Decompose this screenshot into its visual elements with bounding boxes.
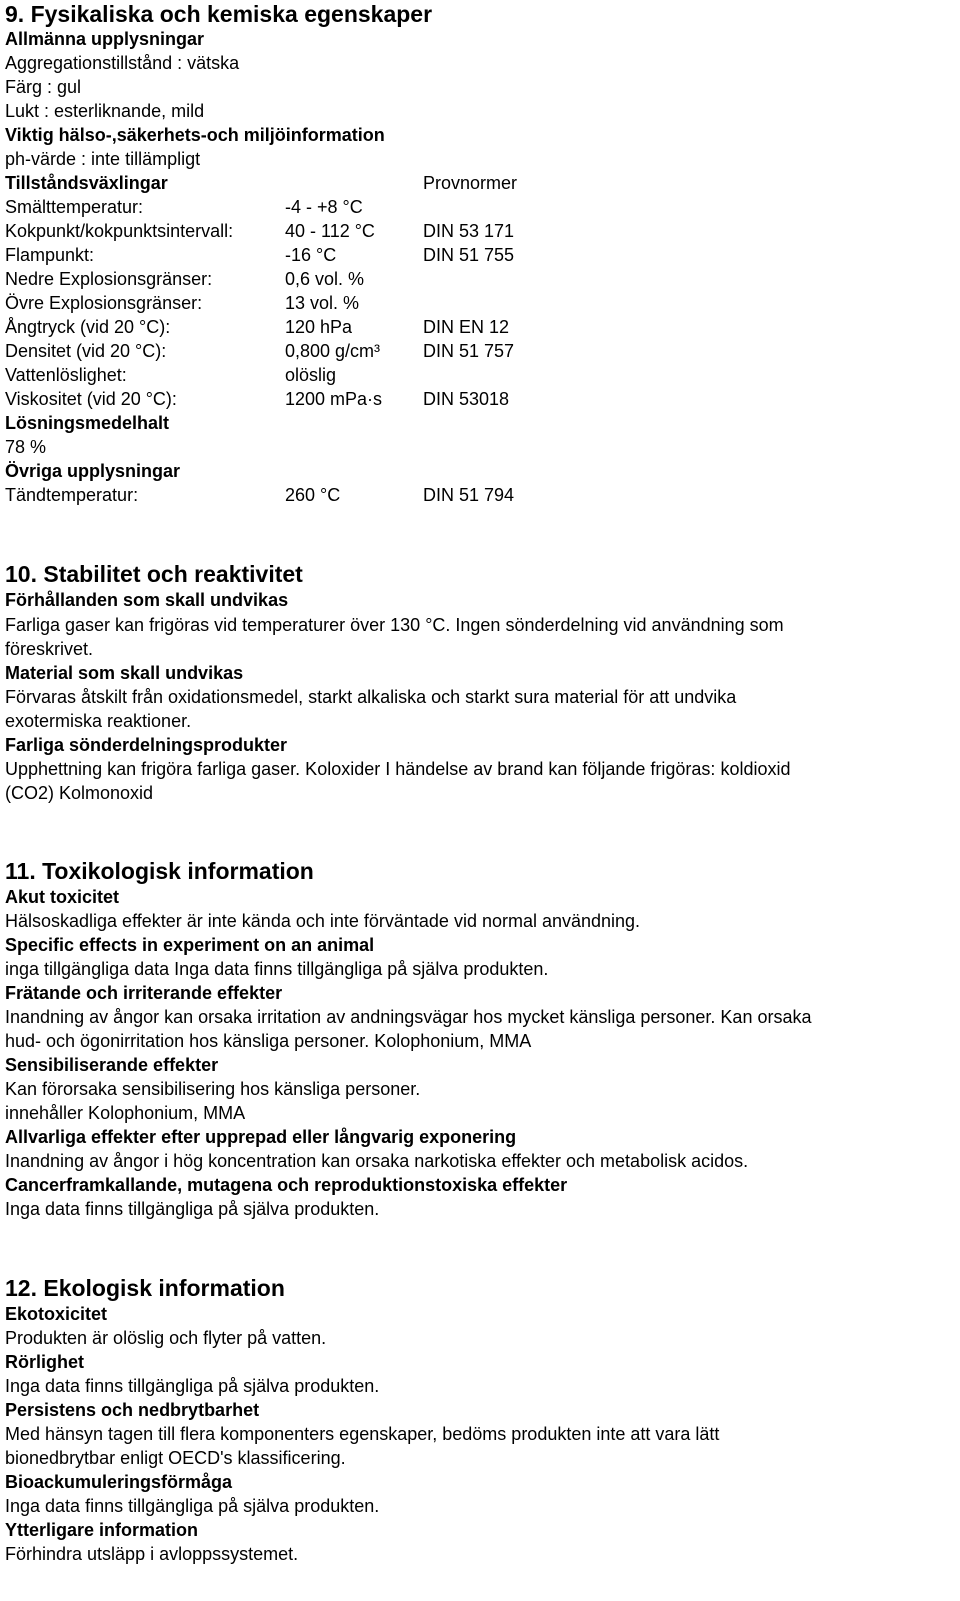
ph-text: ph-värde : inte tillämpligt bbox=[5, 149, 201, 169]
property-row bbox=[5, 196, 945, 218]
serious-effects-text: Inandning av ångor i hög koncentration kan orsaka narkotiska effekter och metabolisk acidos. bbox=[5, 1151, 749, 1171]
persistence-text-line1: Med hänsyn tagen till flera komponenters egenskaper, bedöms produkten inte att vara lätt bbox=[5, 1424, 720, 1444]
property-value: olöslig bbox=[285, 365, 337, 385]
property-value: 120 hPa bbox=[285, 317, 353, 337]
property-row bbox=[5, 364, 945, 386]
property-value: -16 °C bbox=[285, 245, 337, 265]
specific-text: inga tillgängliga data Inga data finns tillgängliga på själva produkten. bbox=[5, 959, 549, 979]
property-value: 0,800 g/cm³ bbox=[285, 341, 381, 361]
property-row bbox=[5, 244, 945, 266]
property-label: Smälttemperatur: bbox=[5, 197, 144, 217]
acute-text: Hälsoskadliga effekter är inte kända och inte förväntade vid normal användning. bbox=[5, 911, 641, 931]
property-label: Vattenlöslighet: bbox=[5, 365, 127, 385]
property-row bbox=[5, 292, 945, 314]
general-heading: Allmänna upplysningar bbox=[5, 29, 205, 49]
property-label: Densitet (vid 20 °C): bbox=[5, 341, 167, 361]
section-12-title: 12. Ekologisk information bbox=[5, 1275, 285, 1301]
property-value: -4 - +8 °C bbox=[285, 197, 363, 217]
serious-effects-heading: Allvarliga effekter efter upprepad eller långvarig exponering bbox=[5, 1127, 517, 1147]
further-info-heading: Ytterligare information bbox=[5, 1520, 199, 1540]
property-label: Kokpunkt/kokpunktsintervall: bbox=[5, 221, 234, 241]
ignition-value: 260 °C bbox=[285, 485, 341, 505]
property-norm: DIN 53018 bbox=[423, 389, 510, 409]
conditions-text-line2: föreskrivet. bbox=[5, 639, 94, 659]
further-info-text: Förhindra utsläpp i avloppssystemet. bbox=[5, 1544, 299, 1564]
conditions-text-line1: Farliga gaser kan frigöras vid temperaturer över 130 °C. Ingen sönderdelning vid användning som bbox=[5, 615, 784, 635]
property-value: 1200 mPa·s bbox=[285, 389, 383, 409]
property-value: 40 - 112 °C bbox=[285, 221, 375, 241]
property-label: Nedre Explosionsgränser: bbox=[5, 269, 213, 289]
state-changes-heading: Tillståndsväxlingar bbox=[5, 173, 168, 193]
property-value: 13 vol. % bbox=[285, 293, 360, 313]
property-label: Flampunkt: bbox=[5, 245, 95, 265]
decomposition-text-line1: Upphettning kan frigöra farliga gaser. Koloxider I händelse av brand kan följande frigöras: koldioxid bbox=[5, 759, 791, 779]
solvent-value: 78 % bbox=[5, 437, 47, 457]
property-norm: DIN 53 171 bbox=[423, 221, 515, 241]
ignition-norm: DIN 51 794 bbox=[423, 485, 515, 505]
health-heading: Viktig hälso-,säkerhets-och miljöinformation bbox=[5, 125, 385, 145]
property-label: Övre Explosionsgränser: bbox=[5, 293, 203, 313]
property-label: Ångtryck (vid 20 °C): bbox=[5, 317, 171, 337]
sensitizing-heading: Sensibiliserande effekter bbox=[5, 1055, 219, 1075]
property-label: Viskositet (vid 20 °C): bbox=[5, 389, 177, 409]
bioaccumulation-text: Inga data finns tillgängliga på själva produkten. bbox=[5, 1496, 380, 1516]
cmr-heading: Cancerframkallande, mutagena och reproduktionstoxiska effekter bbox=[5, 1175, 568, 1195]
other-heading: Övriga upplysningar bbox=[5, 461, 181, 481]
conditions-heading: Förhållanden som skall undvikas bbox=[5, 590, 289, 610]
cmr-text: Inga data finns tillgängliga på själva produkten. bbox=[5, 1199, 380, 1219]
corrosive-text-line1: Inandning av ångor kan orsaka irritation av andningsvägar hos mycket känsliga personer. Kan orsaka bbox=[5, 1007, 812, 1027]
materials-text-line2: exotermiska reaktioner. bbox=[5, 711, 192, 731]
odor-text: Lukt : esterliknande, mild bbox=[5, 101, 205, 121]
color-text: Färg : gul bbox=[5, 77, 82, 97]
mobility-text: Inga data finns tillgängliga på själva produkten. bbox=[5, 1376, 380, 1396]
property-norm: DIN 51 757 bbox=[423, 341, 515, 361]
materials-text-line1: Förvaras åtskilt från oxidationsmedel, starkt alkaliska och starkt sura material för att undvika bbox=[5, 687, 737, 707]
property-row bbox=[5, 340, 945, 362]
property-row bbox=[5, 220, 945, 242]
property-row bbox=[5, 268, 945, 290]
materials-heading: Material som skall undvikas bbox=[5, 663, 244, 683]
section-9-title: 9. Fysikaliska och kemiska egenskaper bbox=[5, 1, 433, 27]
specific-heading: Specific effects in experiment on an animal bbox=[5, 935, 375, 955]
decomposition-heading: Farliga sönderdelningsprodukter bbox=[5, 735, 288, 755]
aggregation-text: Aggregationstillstånd : vätska bbox=[5, 53, 240, 73]
persistence-text-line2: bionedbrytbar enligt OECD's klassificering. bbox=[5, 1448, 346, 1468]
ecotox-heading: Ekotoxicitet bbox=[5, 1304, 108, 1324]
corrosive-heading: Frätande och irriterande effekter bbox=[5, 983, 283, 1003]
sensitizing-text-line2: innehåller Kolophonium, MMA bbox=[5, 1103, 246, 1123]
solvent-heading: Lösningsmedelhalt bbox=[5, 413, 170, 433]
property-row bbox=[5, 388, 945, 410]
property-norm: DIN EN 12 bbox=[423, 317, 510, 337]
ignition-row bbox=[5, 484, 945, 506]
decomposition-text-line2: (CO2) Kolmonoxid bbox=[5, 783, 154, 803]
property-value: 0,6 vol. % bbox=[285, 269, 365, 289]
mobility-heading: Rörlighet bbox=[5, 1352, 84, 1372]
ecotox-text: Produkten är olöslig och flyter på vatten. bbox=[5, 1328, 327, 1348]
property-norm: DIN 51 755 bbox=[423, 245, 515, 265]
ignition-label: Tändtemperatur: bbox=[5, 485, 139, 505]
property-row bbox=[5, 316, 945, 338]
state-changes-row bbox=[5, 172, 945, 194]
bioaccumulation-heading: Bioackumuleringsförmåga bbox=[5, 1472, 233, 1492]
sensitizing-text-line1: Kan förorsaka sensibilisering hos känsliga personer. bbox=[5, 1079, 421, 1099]
test-norms-label: Provnormer bbox=[423, 173, 518, 193]
corrosive-text-line2: hud- och ögonirritation hos känsliga personer. Kolophonium, MMA bbox=[5, 1031, 532, 1051]
section-11-title: 11. Toxikologisk information bbox=[5, 858, 314, 884]
persistence-heading: Persistens och nedbrytbarhet bbox=[5, 1400, 260, 1420]
acute-heading: Akut toxicitet bbox=[5, 887, 120, 907]
section-10-title: 10. Stabilitet och reaktivitet bbox=[5, 561, 303, 587]
